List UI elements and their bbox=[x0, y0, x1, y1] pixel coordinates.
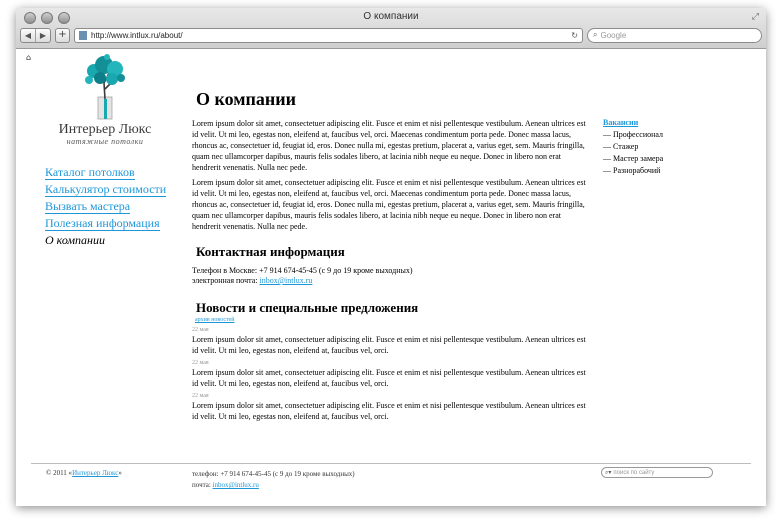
tree-logo-icon bbox=[80, 53, 130, 123]
news-date: 22 мая bbox=[192, 327, 209, 333]
vacancies-sidebar bbox=[603, 117, 663, 177]
window-title: О компании bbox=[363, 11, 419, 22]
news-text: Lorem ipsum dolor sit amet, consectetuer adipiscing elit. Fusce et enim et nisi pellentesque vestibulum. Aenean ultrices est id velit. Ut mi leo, egestas non, eleifend at, faucibus vel, orci. bbox=[192, 368, 586, 388]
news-item bbox=[192, 392, 586, 422]
news-text: Lorem ipsum dolor sit amet, consectetuer adipiscing elit. Fusce et enim et nisi pellentesque vestibulum. Aenean ultrices est id velit. Ut mi leo, egestas non, eleifend at, faucibus vel, orci. bbox=[192, 335, 586, 355]
vacancy-item-measurer[interactable]: — Мастер замера bbox=[603, 154, 664, 163]
footer-email-link[interactable]: inbox@intlux.ru bbox=[212, 481, 259, 489]
footer-phone: телефон: +7 914 674-45-45 (с 9 до 19 кроме выходных) bbox=[192, 470, 355, 478]
url-text[interactable]: http://www.intlux.ru/about/ bbox=[91, 30, 183, 40]
forward-button[interactable]: ▶ bbox=[35, 29, 50, 42]
contact-email-label: электронная почта: bbox=[192, 276, 258, 285]
browser-search-placeholder: Google bbox=[600, 30, 627, 40]
news-archive bbox=[195, 317, 586, 323]
page-title: О компании bbox=[196, 89, 297, 109]
news-text: Lorem ipsum dolor sit amet, consectetuer adipiscing elit. Fusce et enim et nisi pellentesque vestibulum. Aenean ultrices est id velit. Ut mi leo, egestas non, eleifend at, faucibus vel, orci. bbox=[192, 401, 586, 421]
nav-catalog-link[interactable]: Каталог потолков bbox=[45, 165, 135, 179]
footer-copyright bbox=[46, 469, 122, 477]
footer-home-link[interactable]: Интерьер Люкс bbox=[72, 469, 119, 477]
footer-email-line bbox=[192, 480, 355, 491]
site-logo[interactable] bbox=[49, 53, 161, 146]
nav-useful-info-link[interactable]: Полезная информация bbox=[45, 216, 160, 230]
reload-icon[interactable]: ↻ bbox=[571, 30, 578, 40]
site-search-field[interactable] bbox=[601, 467, 713, 478]
contact-phone: Телефон в Москве: +7 914 674-45-45 (с 9 до 19 кроме выходных) bbox=[192, 266, 413, 275]
add-bookmark-button[interactable]: + bbox=[55, 28, 70, 43]
home-icon[interactable]: ⌂ bbox=[26, 53, 32, 62]
contact-email-line bbox=[192, 276, 586, 286]
search-icon: ⌕ bbox=[593, 30, 598, 39]
vacancy-item-intern[interactable]: — Стажер bbox=[603, 142, 639, 151]
logo-subtitle: натяжные потолки bbox=[66, 137, 144, 146]
news-date: 22 мая bbox=[192, 360, 209, 366]
vacancy-item-professional[interactable]: — Профессионал bbox=[603, 130, 663, 139]
web-page bbox=[16, 49, 766, 506]
back-button[interactable]: ◀ bbox=[24, 30, 32, 40]
nav-calculator-link[interactable]: Калькулятор стоимости bbox=[45, 182, 167, 196]
footer-contacts bbox=[192, 469, 355, 491]
copyright-prefix: © 2011 « bbox=[46, 469, 73, 477]
site-search-placeholder: поиск по сайту bbox=[613, 469, 655, 476]
news-item bbox=[192, 326, 586, 356]
left-navigation bbox=[45, 165, 166, 247]
address-bar[interactable] bbox=[74, 28, 583, 43]
contact-heading: Контактная информация bbox=[196, 244, 345, 259]
browser-search-field[interactable] bbox=[587, 28, 762, 43]
title-bar bbox=[16, 8, 766, 49]
news-list bbox=[192, 326, 586, 422]
about-paragraph-2: Lorem ipsum dolor sit amet, consectetuer adipiscing elit. Fusce et enim et nisi pellentesque vestibulum. Aenean ultrices est id velit. Ut mi leo, egestas non, eleifend at, faucibus vel, orci. Maecenas condimentum porta pede. Donec massa lacus, rhoncus ac, consectetuer id, feugiat id, eros. Donec nulla mi, egestas pretium, placerat a, varius eget, sem. Mauris fringilla, quam nec ullamcorper dapibus, mauris felis sodales libero, at lacinia nibh neque eu neque. Donec in libero non erat hendrerit venenatis. Nulla nec pede. bbox=[192, 178, 586, 231]
vacancies-link[interactable]: Вакансии bbox=[603, 118, 639, 127]
logo-title: Интерьер Люкс bbox=[58, 122, 152, 137]
nav-current-page: О компании bbox=[45, 233, 105, 247]
vacancy-item-laborer[interactable]: — Разнорабочий bbox=[603, 166, 661, 175]
page-footer bbox=[31, 463, 751, 489]
favicon-icon bbox=[79, 31, 87, 40]
nav-buttons bbox=[20, 28, 51, 43]
about-paragraph-1: Lorem ipsum dolor sit amet, consectetuer adipiscing elit. Fusce et enim et nisi pellentesque vestibulum. Aenean ultrices est id velit. Ut mi leo, egestas non, eleifend at, faucibus vel, orci. Maecenas condimentum porta pede. Donec massa lacus, rhoncus ac, consectetuer id, feugiat id, eros. Donec nulla mi, egestas pretium, placerat a, varius eget, sem. Mauris fringilla, quam nec ullamcorper dapibus, mauris felis sodales libero, at lacinia nibh neque eu neque. Donec in libero non erat hendrerit venenatis. Nulla nec pede. bbox=[192, 119, 586, 172]
news-date: 22 мая bbox=[192, 393, 209, 399]
site-search-icon: ⌕▾ bbox=[605, 468, 612, 476]
contact-info bbox=[192, 266, 586, 286]
browser-toolbar bbox=[20, 26, 762, 44]
news-item bbox=[192, 359, 586, 389]
news-archive-link[interactable]: архив новостей bbox=[195, 317, 235, 323]
nav-call-master-link[interactable]: Вызвать мастера bbox=[45, 199, 131, 213]
contact-email-link[interactable]: inbox@intlux.ru bbox=[259, 276, 313, 285]
browser-window bbox=[16, 8, 766, 506]
copyright-suffix: » bbox=[118, 469, 122, 477]
main-content bbox=[192, 89, 586, 425]
footer-email-label: почта: bbox=[192, 481, 211, 489]
news-heading: Новости и специальные предложения bbox=[196, 300, 419, 315]
fullscreen-icon[interactable]: ⤢ bbox=[751, 12, 759, 22]
